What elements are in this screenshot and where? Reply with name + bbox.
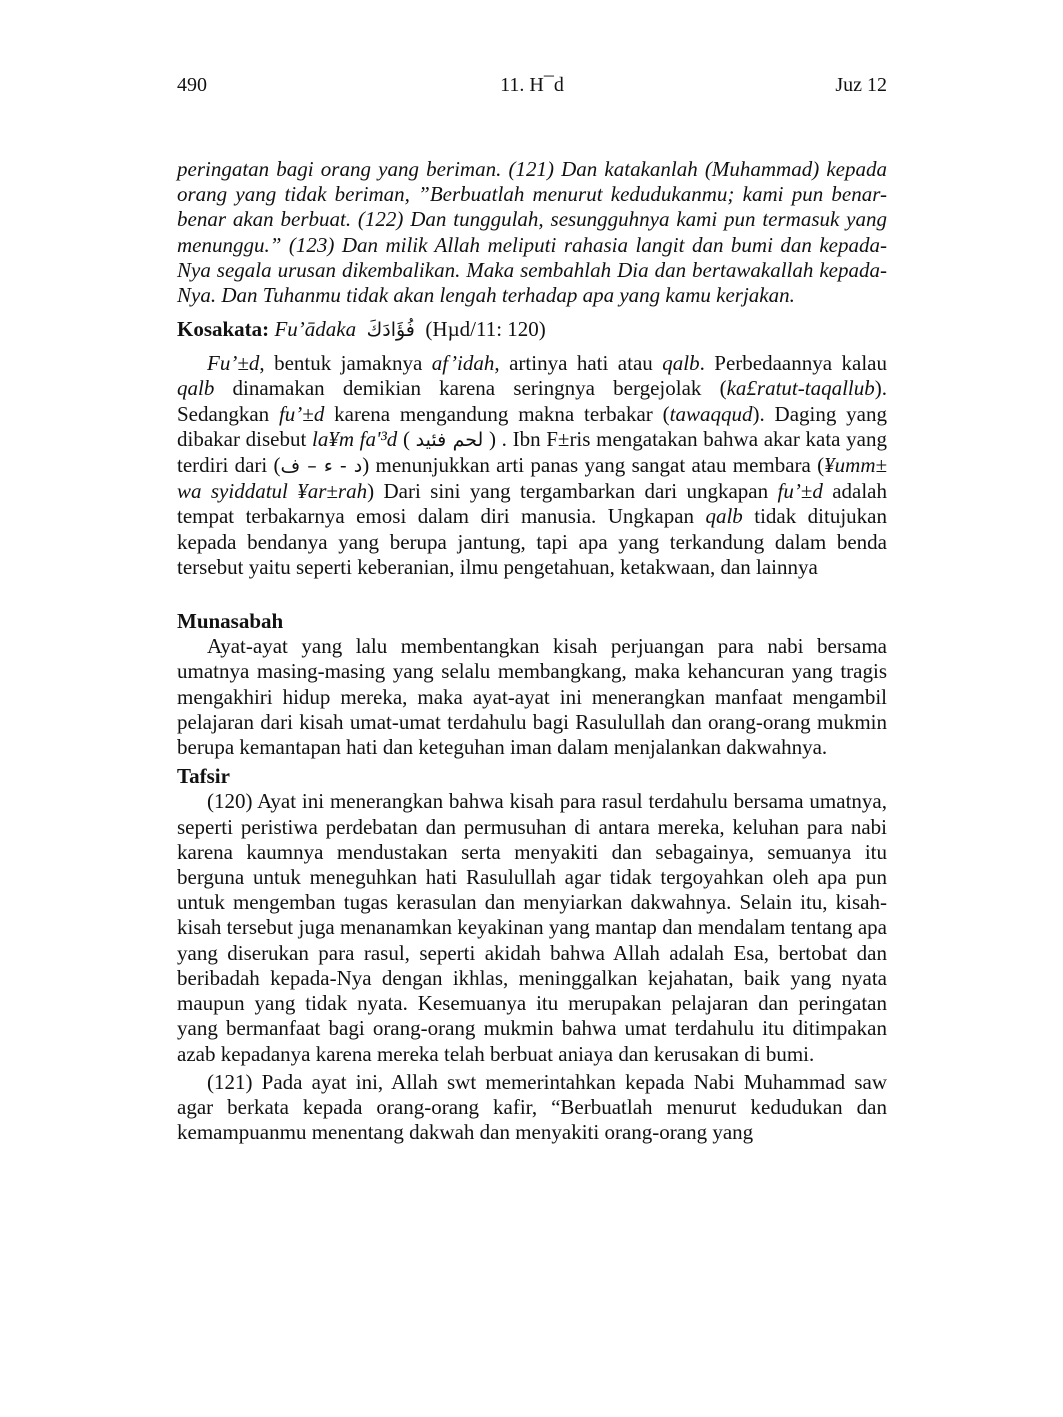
kosakata-s13: tawaqqud — [669, 401, 753, 426]
kosakata-s20: ) menunjukkan arti panas yang sangat atau membara ( — [362, 453, 825, 478]
kosakata-s21: ¥umm± wa syiddatul ¥ar±rah — [177, 453, 888, 504]
page-number: 490 — [177, 74, 207, 96]
kosakata-s24: adalah tempat terbakarnya emosi dalam diri manusia. Ungkapan — [177, 479, 888, 529]
kosakata-s19-arabic: د - ء – ف — [280, 455, 363, 478]
kosakata-s5: qalb — [662, 351, 700, 376]
kosakata-s4: , artinya hati atau — [494, 351, 663, 376]
juz-label: Juz 12 — [835, 74, 887, 96]
kosakata-s18: ) . Ibn F±ris mengatakan bahwa akar kata yang terdiri dari ( — [177, 426, 887, 478]
section-gap — [177, 580, 887, 605]
kosakata-s11: fu’±d — [278, 401, 325, 426]
tafsir-paragraph-121: (121) Pada ayat ini, Allah swt memerintahkan kepada Nabi Muhammad saw agar berkata kepada orang-orang kafir, “Berbuatlah menurut kedudukan dan kemampuanmu menentang dakwah dan menyakiti orang-orang yang — [177, 1069, 887, 1145]
verse-translation: peringatan bagi orang yang beriman. (121) Dan katakanlah (Muhammad) kepada orang yang tidak beriman, ”Berbuatlah menurut kedudukanmu; kami pun benar-benar akan berbuat. (122) Dan tunggulah, sesungguhnya kami pun termasuk yang menunggu.” (123) Dan milik Allah meliputi rahasia langit dan bumi dan kepada-Nya segala urusan dikembalikan. Maka sembahlah Dia dan bertawakallah kepada-Nya. Dan Tuhanmu tidak akan lengah terhadap apa yang kamu kerjakan. — [177, 157, 887, 308]
kosakata-s6: . Perbedaannya kalau — [699, 351, 887, 376]
munasabah-text: Ayat-ayat yang lalu membentangkan kisah perjuangan para nabi bersama umatnya masing-masing yang selalu membangkang, maka kehancuran yang tragis mengakhiri hidup mereka, maka ayat-ayat ini menerangkan manfaat mengambil pelajaran dari kisah umat-umat terdahulu bagi Rasulullah dan orang-orang mukmin berupa kemantapan hati dan keteguhan iman dalam menjalankan dakwahnya. — [177, 634, 887, 760]
page-header — [177, 74, 887, 104]
running-title: 11. H¯d — [500, 74, 564, 96]
kosakata-s10: ). Sedangkan — [177, 376, 887, 426]
kosakata-s1: Fu’±d — [207, 351, 260, 376]
kosakata-explanation — [177, 351, 887, 580]
kosakata-s25: qalb — [705, 504, 743, 529]
kosakata-s16: ( — [397, 426, 416, 451]
kosakata-term: Fu’ādaka — [274, 317, 357, 342]
kosakata-arabic: فُؤَادَكَ — [366, 319, 415, 342]
kosakata-s2: , bentuk jamaknya — [259, 351, 432, 376]
kosakata-s3: af’idah — [431, 351, 495, 376]
tafsir-heading: Tafsir — [177, 764, 230, 789]
munasabah-heading: Munasabah — [177, 609, 284, 634]
kosakata-s8: dinamakan demikian karena seringnya bergejolak ( — [214, 376, 727, 401]
kosakata-reference: (Hµd/11: 120) — [425, 317, 546, 342]
kosakata-s22: ) Dari sini yang tergambarkan dari ungkapan — [367, 479, 778, 504]
kosakata-s15: la¥m fa'³d — [311, 426, 398, 451]
kosakata-s14: ). Daging yang dibakar disebut — [177, 401, 887, 451]
kosakata-s17-arabic: لحم فئيد — [415, 428, 484, 451]
kosakata-s12: karena mengandung makna terbakar ( — [324, 401, 670, 426]
kosakata-s7: qalb — [177, 376, 215, 401]
tafsir-paragraph-120: (120) Ayat ini menerangkan bahwa kisah para rasul terdahulu bersama umatnya, seperti peristiwa perdebatan dan permusuhan di antara mereka, keluhan para nabi karena kaumnya mendustakan serta menyakiti dan sebagainya, semuanya itu berguna untuk meneguhkan hati Rasulullah agar tidak tergoyahkan oleh apa pun untuk mengemban tugas kerasulan dan menyiarkan dakwahnya. Selain itu, kisah-kisah tersebut juga menanamkan keyakinan yang mantap dan mendalam tentang apa yang diserukan para rasul, seperti akidah bahwa Allah adalah Esa, bertobat dan beribadah kepada-Nya dengan ikhlas, meninggalkan kejahatan, baik yang nyata maupun yang tidak nyata. Kesemuanya itu merupakan pelajaran dan peringatan yang bermanfaat bagi orang-orang mukmin bahwa umat terdahulu itu ditimpakan azab kepadanya karena mereka telah berbuat aniaya dan kerusakan di bumi. — [177, 789, 887, 1066]
kosakata-label: Kosakata: — [177, 317, 270, 342]
kosakata-s9: ka£ratut-taqallub — [726, 376, 875, 401]
kosakata-s23: fu’±d — [777, 479, 823, 504]
kosakata-line — [177, 314, 887, 345]
page-body — [177, 157, 887, 1145]
kosakata-s26: tidak ditujukan kepada bendanya yang berupa jantung, tapi apa yang terkandung dalam benda tersebut yaitu seperti keberanian, ilmu pengetahuan, ketakwaan, dan lainnya — [177, 504, 887, 579]
